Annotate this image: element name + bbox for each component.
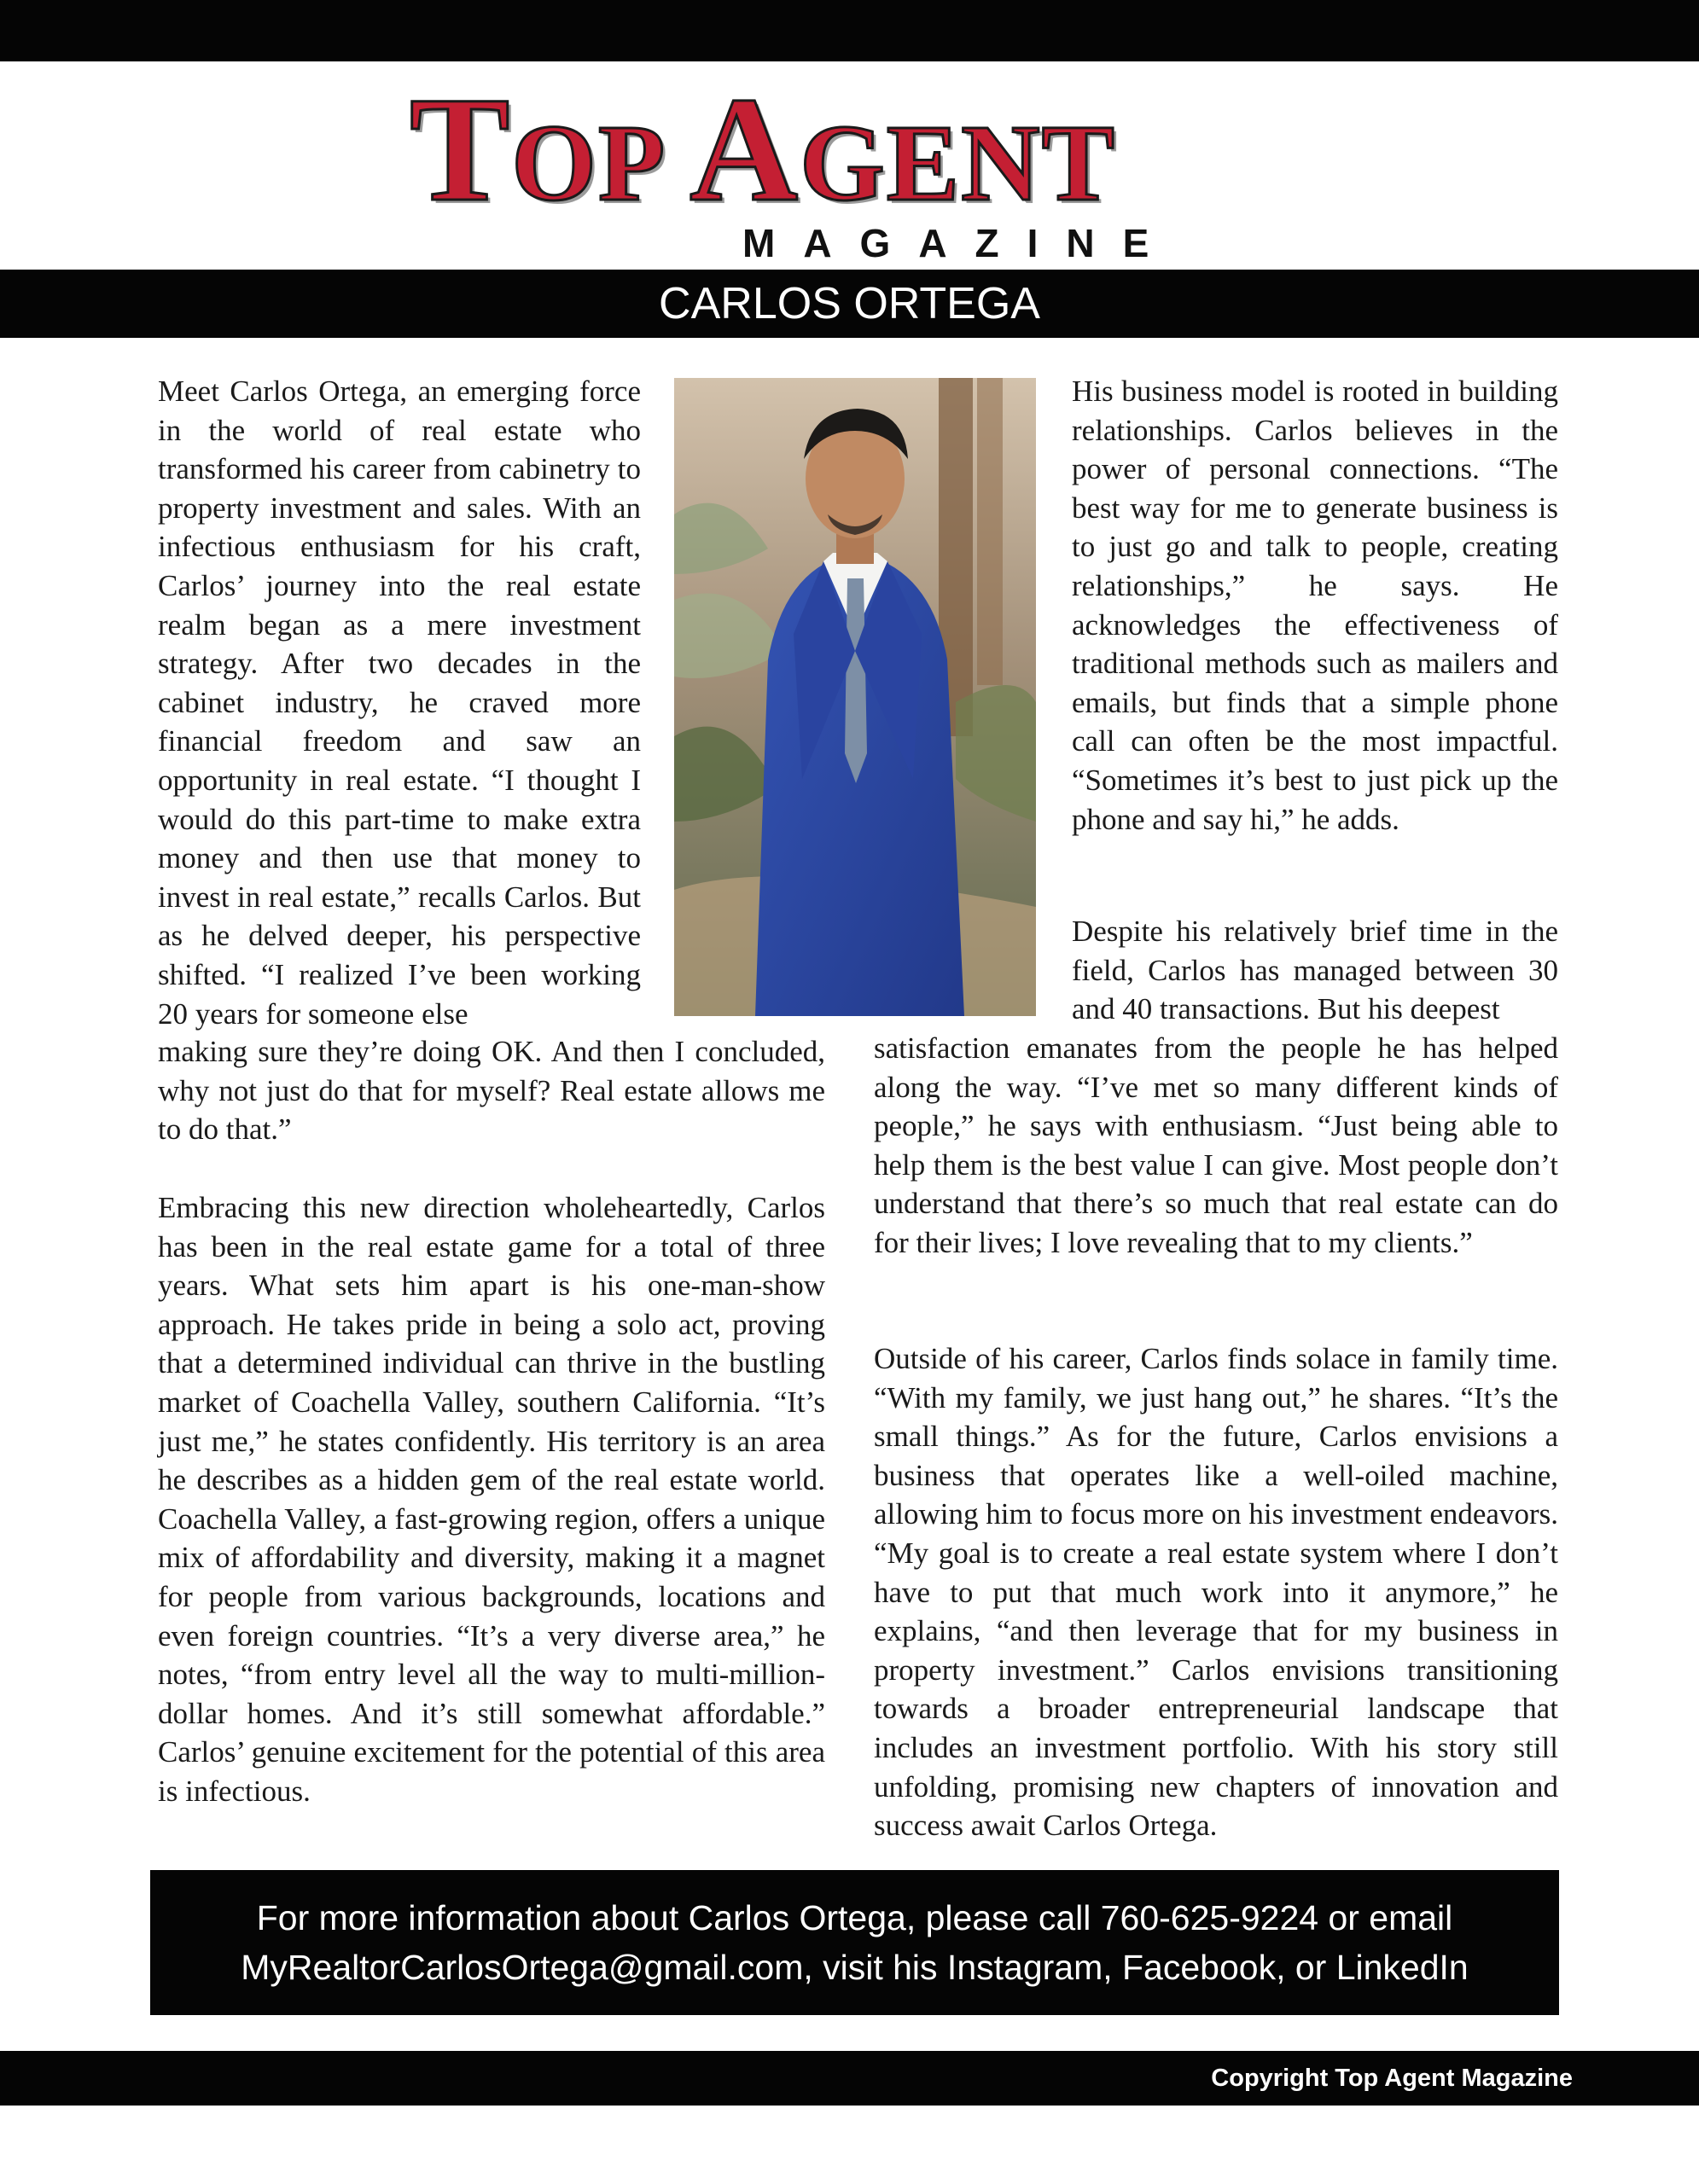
footer-bar	[0, 2051, 1699, 2106]
article-col2-paragraph-1: His business model is rooted in building relationships. Carlos believes in the power of personal connections. “The best way for me to generate business is to just go and talk to people, creating relationships,” he says. He acknowledges the effectiveness of traditional methods such as mailers and emails, but finds that a simple phone call can often be the most impactful. “Sometimes it’s best to just pick up the phone and say hi,” he adds.	[1072, 375, 1558, 836]
article-col2-paragraph-2-continued: satisfaction emanates from the people he has helped along the way. “I’ve met so many different kinds of people,” he says with enthusiasm. “Just being able to help them is the best value I can give. Most people don’t understand that there’s so much that real estate can do for their lives; I love revealing that to my clients.”	[874, 1031, 1558, 1259]
agent-photo	[674, 378, 1036, 1016]
copyright-text: Copyright Top Agent Magazine	[1211, 2065, 1573, 2092]
agent-name: CARLOS ORTEGA	[659, 279, 1040, 328]
article-col1-paragraph-2: Embracing this new direction wholeheartedly, Carlos has been in the real estate game for a total of three years. What sets him apart is his one-man-show approach. He takes pride in being a solo act, proving that a determined individual can thrive in the bustling market of Coachella Valley, southern California. “It’s just me,” he states confidently. His territory is an area he describes as a hidden gem of the real estate world. Coachella Valley, a fast-growing region, offers a unique mix of affordability and diversity, making it a magnet for people from various backgrounds, locations and even foreign countries. “It’s a very diverse area,” he notes, “from entry level all the way to multi-million-dollar homes. And it’s still somewhat affordable.” Carlos’ genuine excitement for the potential of this area is infectious.	[158, 1191, 825, 1808]
top-bar	[0, 0, 1699, 61]
article-col1-intro-continued: making sure they’re doing OK. And then I concluded, why not just do that for myself? Real estate allows me to do that.”	[158, 1035, 825, 1147]
logo-subtitle: MAGAZINE	[742, 221, 1178, 265]
agent-portrait-illustration	[674, 378, 1036, 1016]
contact-line-2: MyRealtorCarlosOrtega@gmail.com, visit his Instagram, Facebook, or LinkedIn	[241, 1948, 1469, 1987]
article-col1-intro: Meet Carlos Ortega, an emerging force in the world of real estate who transformed his career from cabinetry to property investment and sales. With an infectious enthusiasm for his craft, Carlos’ journey into the real estate realm began as a mere investment strategy. After two decades in the cabinet industry, he craved more financial freedom and saw an opportunity in real estate. “I thought I would do this part-time to make extra money and then use that money to invest in real estate,” recalls Carlos. But as he delved deeper, his perspective shifted. “I realized I’ve been working 20 years for someone else	[158, 375, 641, 1031]
agent-name-band	[0, 270, 1699, 338]
magazine-logo	[401, 67, 1289, 265]
logo-title: TOP AGENT	[410, 67, 1116, 233]
contact-line-1: For more information about Carlos Ortega, please call 760-625-9224 or email	[256, 1898, 1453, 1937]
article-col2-paragraph-3: Outside of his career, Carlos finds solace in family time. “With my family, we just hang out,” he shares. “It’s the small things.” As for the future, Carlos envisions a business that operates like a well-oiled machine, allowing him to focus more on his investment endeavors. “My goal is to create a real estate system where I don’t have to put that much work into it anymore,” he explains, “and then leverage that for my business in property investment.” Carlos envisions transitioning towards a broader entrepreneurial landscape that includes an investment portfolio. With his story still unfolding, promising new chapters of innovation and success await Carlos Ortega.	[874, 1342, 1558, 1843]
contact-info-box	[150, 1870, 1559, 2015]
article-col2-paragraph-2: Despite his relatively brief time in the field, Carlos has managed between 30 and 40 transactions. But his deepest	[1072, 915, 1558, 1026]
